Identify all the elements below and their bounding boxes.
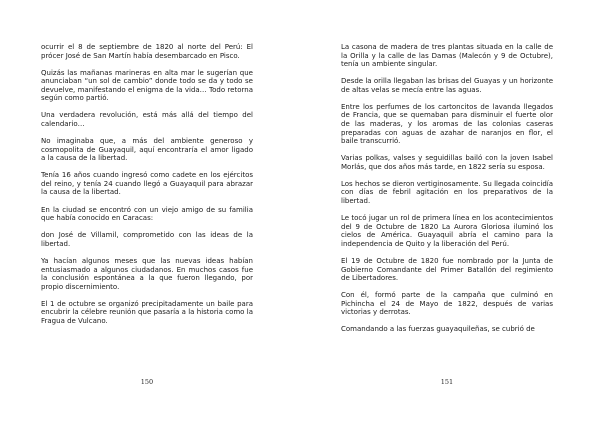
paragraph: don José de Villamil, comprometido con las ideas de la libertad.: [41, 231, 253, 248]
left-page-text: [41, 43, 253, 334]
right-page-text: [341, 43, 553, 343]
paragraph: Quizás las mañanas marineras en alta mar le sugerían que anunciaban “un sol de cambio” donde todo se da y todo se devuelve, manifestando el enigma de la vida… Todo retorna según como partió.: [41, 68, 253, 103]
paragraph: Comandando a las fuerzas guayaquileñas, se cubrió de: [341, 325, 535, 334]
paragraph: Los hechos se dieron vertiginosamente. Su llegada coincidía con días de febril agitación en los preparativos de la libertad.: [341, 179, 553, 206]
paragraph: Ya hacían algunos meses que las nuevas ideas habían entusiasmado a algunos ciudadanos. En muchos casos fue la conclusión espontánea a la que fueron llegando, por propio discernimiento.: [41, 257, 253, 291]
paragraph: Entre los perfumes de los cartoncitos de lavanda llegados de Francia, que se quemaban para disminuir el fuerte olor de las maderas, y los aromas de las colonias caseras preparadas con aguas de azahar de naranjos en flor, el baile transcurrió.: [341, 102, 553, 146]
page-number: 150: [140, 378, 154, 386]
paragraph: El 19 de Octubre de 1820 fue nombrado por la Junta de Gobierno Comandante del Primer Batallón del regimiento de Libertadores.: [341, 256, 553, 283]
paragraph: El 1 de octubre se organizó precipitadamente un baile para encubrir la célebre reunión que pasaría a la historia como la Fragua de Vulcano.: [41, 299, 253, 325]
paragraph: No imaginaba que, a más del ambiente generoso y cosmopolita de Guayaquil, aquí encontraría el amor ligado a la causa de la libertad.: [41, 137, 253, 163]
page-number: 151: [440, 378, 454, 386]
right-page: [300, 0, 600, 425]
paragraph: En la ciudad se encontró con un viejo amigo de su familia que había conocido en Caracas:: [41, 205, 253, 223]
paragraph: Desde la orilla llegaban las brisas del Guayas y un horizonte de altas velas se mecía entre las aguas.: [341, 77, 553, 94]
paragraph: ocurrir el 8 de septiembre de 1820 al norte del Perú: El prócer José de San Martín había desembarcado en Pisco.: [41, 43, 253, 60]
paragraph: Una verdadera revolución, está más allá del tiempo del calendario…: [41, 111, 253, 129]
paragraph: Tenía 16 años cuando ingresó como cadete en los ejércitos del reino, y tenía 24 cuando llegó a Guayaquil para abrazar la causa de la libertad.: [41, 171, 253, 197]
paragraph: Con él, formó parte de la campaña que culminó en Pichincha el 24 de Mayo de 1822, después de varias victorias y derrotas.: [341, 291, 553, 317]
paragraph: La casona de madera de tres plantas situada en la calle de la Orilla y la calle de las Damas (Malecón y 9 de Octubre), tenía un ambiente singular.: [341, 43, 553, 69]
paragraph: Le tocó jugar un rol de primera línea en los acontecimientos del 9 de Octubre de 1820 La Aurora Gloriosa iluminó los cielos de América. Guayaquil abría el camino para la independencia de Quito y la liberación del Perú.: [341, 214, 553, 248]
paragraph: Varias polkas, valses y seguidillas bailó con la joven Isabel Morlás, que dos años más tarde, en 1822 sería su esposa.: [341, 154, 553, 171]
